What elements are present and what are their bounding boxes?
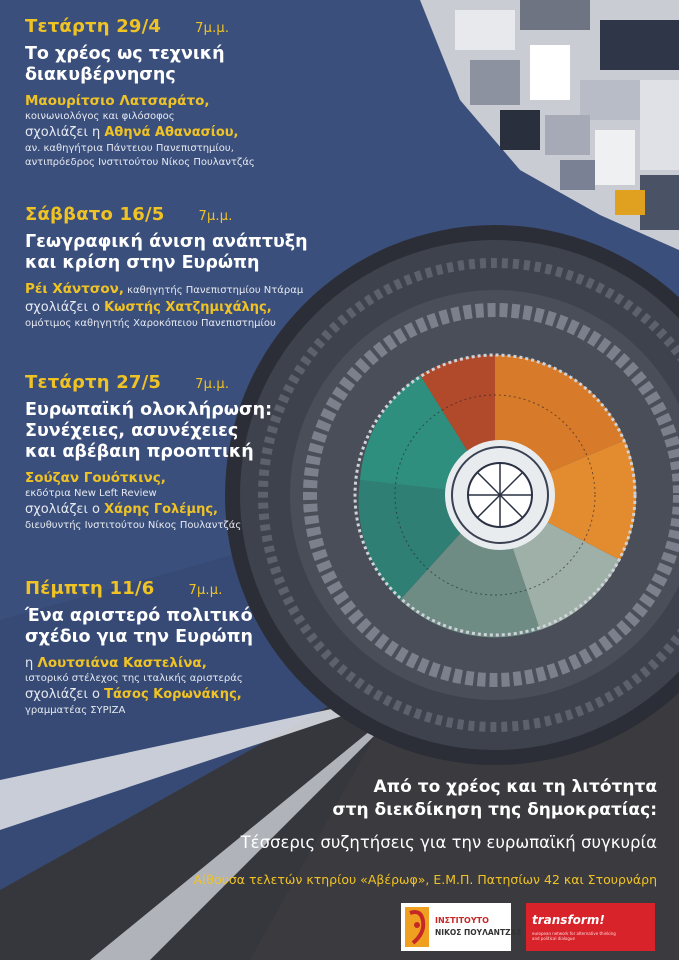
event-date: Τετάρτη 27/5 7μ.μ. (25, 372, 230, 393)
event-title: Ευρωπαϊκή ολοκλήρωση: Συνέχειες, ασυνέχειες και αβέβαιη προοπτική (25, 400, 273, 462)
commentator-line: σχολιάζει ο Χάρης Γολέμης, (25, 502, 218, 517)
speaker-name: Ρέι Χάντσον, καθηγητής Πανεπιστημίου Ντάραμ (25, 281, 304, 297)
speaker-name: η Λουτσιάνα Καστελίνα, (25, 655, 207, 671)
transform-logo (526, 903, 655, 951)
commentator-role: διευθυντής Ινστιτούτου Νίκος Πουλαντζάς (25, 520, 242, 531)
speaker-role: ιστορικό στέλεχος της ιταλικής αριστεράς (25, 673, 243, 684)
speaker-role: καθηγητής Πανεπιστημίου Ντάραμ (123, 285, 304, 296)
commentator-line: σχολιάζει ο Τάσος Κορωνάκης, (25, 687, 242, 702)
logo-line-2: ΝΙΚΟΣ ΠΟΥΛΑΝΤΖΑΣ (435, 928, 522, 937)
series-subtitle: Τέσσερις συζητήσεις για την ευρωπαϊκή συγκυρία (240, 833, 657, 852)
venue: Αίθουσα τελετών κτηρίου «Αβέρωφ», Ε.Μ.Π. Πατησίων 42 και Στουρνάρη (193, 872, 657, 887)
poulantzas-logo-mark (401, 903, 511, 951)
commentator-role: ομότιμος καθηγητής Χαροκόπειου Πανεπιστημίου (25, 318, 276, 329)
commentator-line: σχολιάζει ο Κωστής Χατζημιχάλης, (25, 300, 272, 315)
event-3 (25, 372, 365, 533)
commentator-role: αν. καθηγήτρια Πάντειου Πανεπιστημίου, (25, 143, 234, 154)
event-date: Σάββατο 16/5 7μ.μ. (25, 204, 233, 225)
commentator-name: Τάσος Κορωνάκης, (104, 687, 242, 702)
event-time: 7μ.μ. (198, 209, 233, 224)
transform-tagline: european network for alternative thinking and political dialogue (532, 931, 616, 941)
speaker-role: εκδότρια New Left Review (25, 488, 157, 499)
series-headline: Από το χρέος και τη λιτότητα στη διεκδίκηση της δημοκρατίας: (332, 777, 657, 820)
event-date: Πέμπτη 11/6 7μ.μ. (25, 578, 223, 599)
speaker-role: κοινωνιολόγος και φιλόσοφος (25, 111, 175, 122)
logo-line-1: ΙΝΣΤΙΤΟΥΤΟ (435, 916, 489, 925)
poulantzas-institute-logo (401, 903, 522, 951)
event-1 (25, 16, 365, 170)
commentator-role: γραμματέας ΣΥΡΙΖΑ (25, 705, 126, 716)
speaker-name: Μαουρίτσιο Λατσαράτο, (25, 93, 210, 109)
event-time: 7μ.μ. (195, 377, 230, 392)
commentator-name: Κωστής Χατζημιχάλης, (104, 300, 272, 315)
event-4 (25, 578, 365, 718)
speaker-name: Σούζαν Γουότκινς, (25, 470, 166, 486)
event-time: 7μ.μ. (195, 21, 230, 36)
event-2 (25, 204, 365, 331)
event-title: Ένα αριστερό πολιτικό σχέδιο για την Ευρώπη (25, 606, 253, 647)
event-title: Γεωγραφική άνιση ανάπτυξη και κρίση στην Ευρώπη (25, 232, 308, 273)
commentator-name: Χάρης Γολέμης, (104, 502, 218, 517)
event-date: Τετάρτη 29/4 7μ.μ. (25, 16, 230, 37)
event-time: 7μ.μ. (188, 583, 223, 598)
commentator-line: σχολιάζει η Αθηνά Αθανασίου, (25, 125, 239, 140)
event-title: Το χρέος ως τεχνική διακυβέρνησης (25, 44, 225, 85)
commentator-name: Αθηνά Αθανασίου, (104, 125, 239, 140)
commentator-role: αντιπρόεδρος Ινστιτούτου Νίκος Πουλαντζάς (25, 157, 255, 168)
transform-wordmark: transform! (532, 913, 605, 927)
